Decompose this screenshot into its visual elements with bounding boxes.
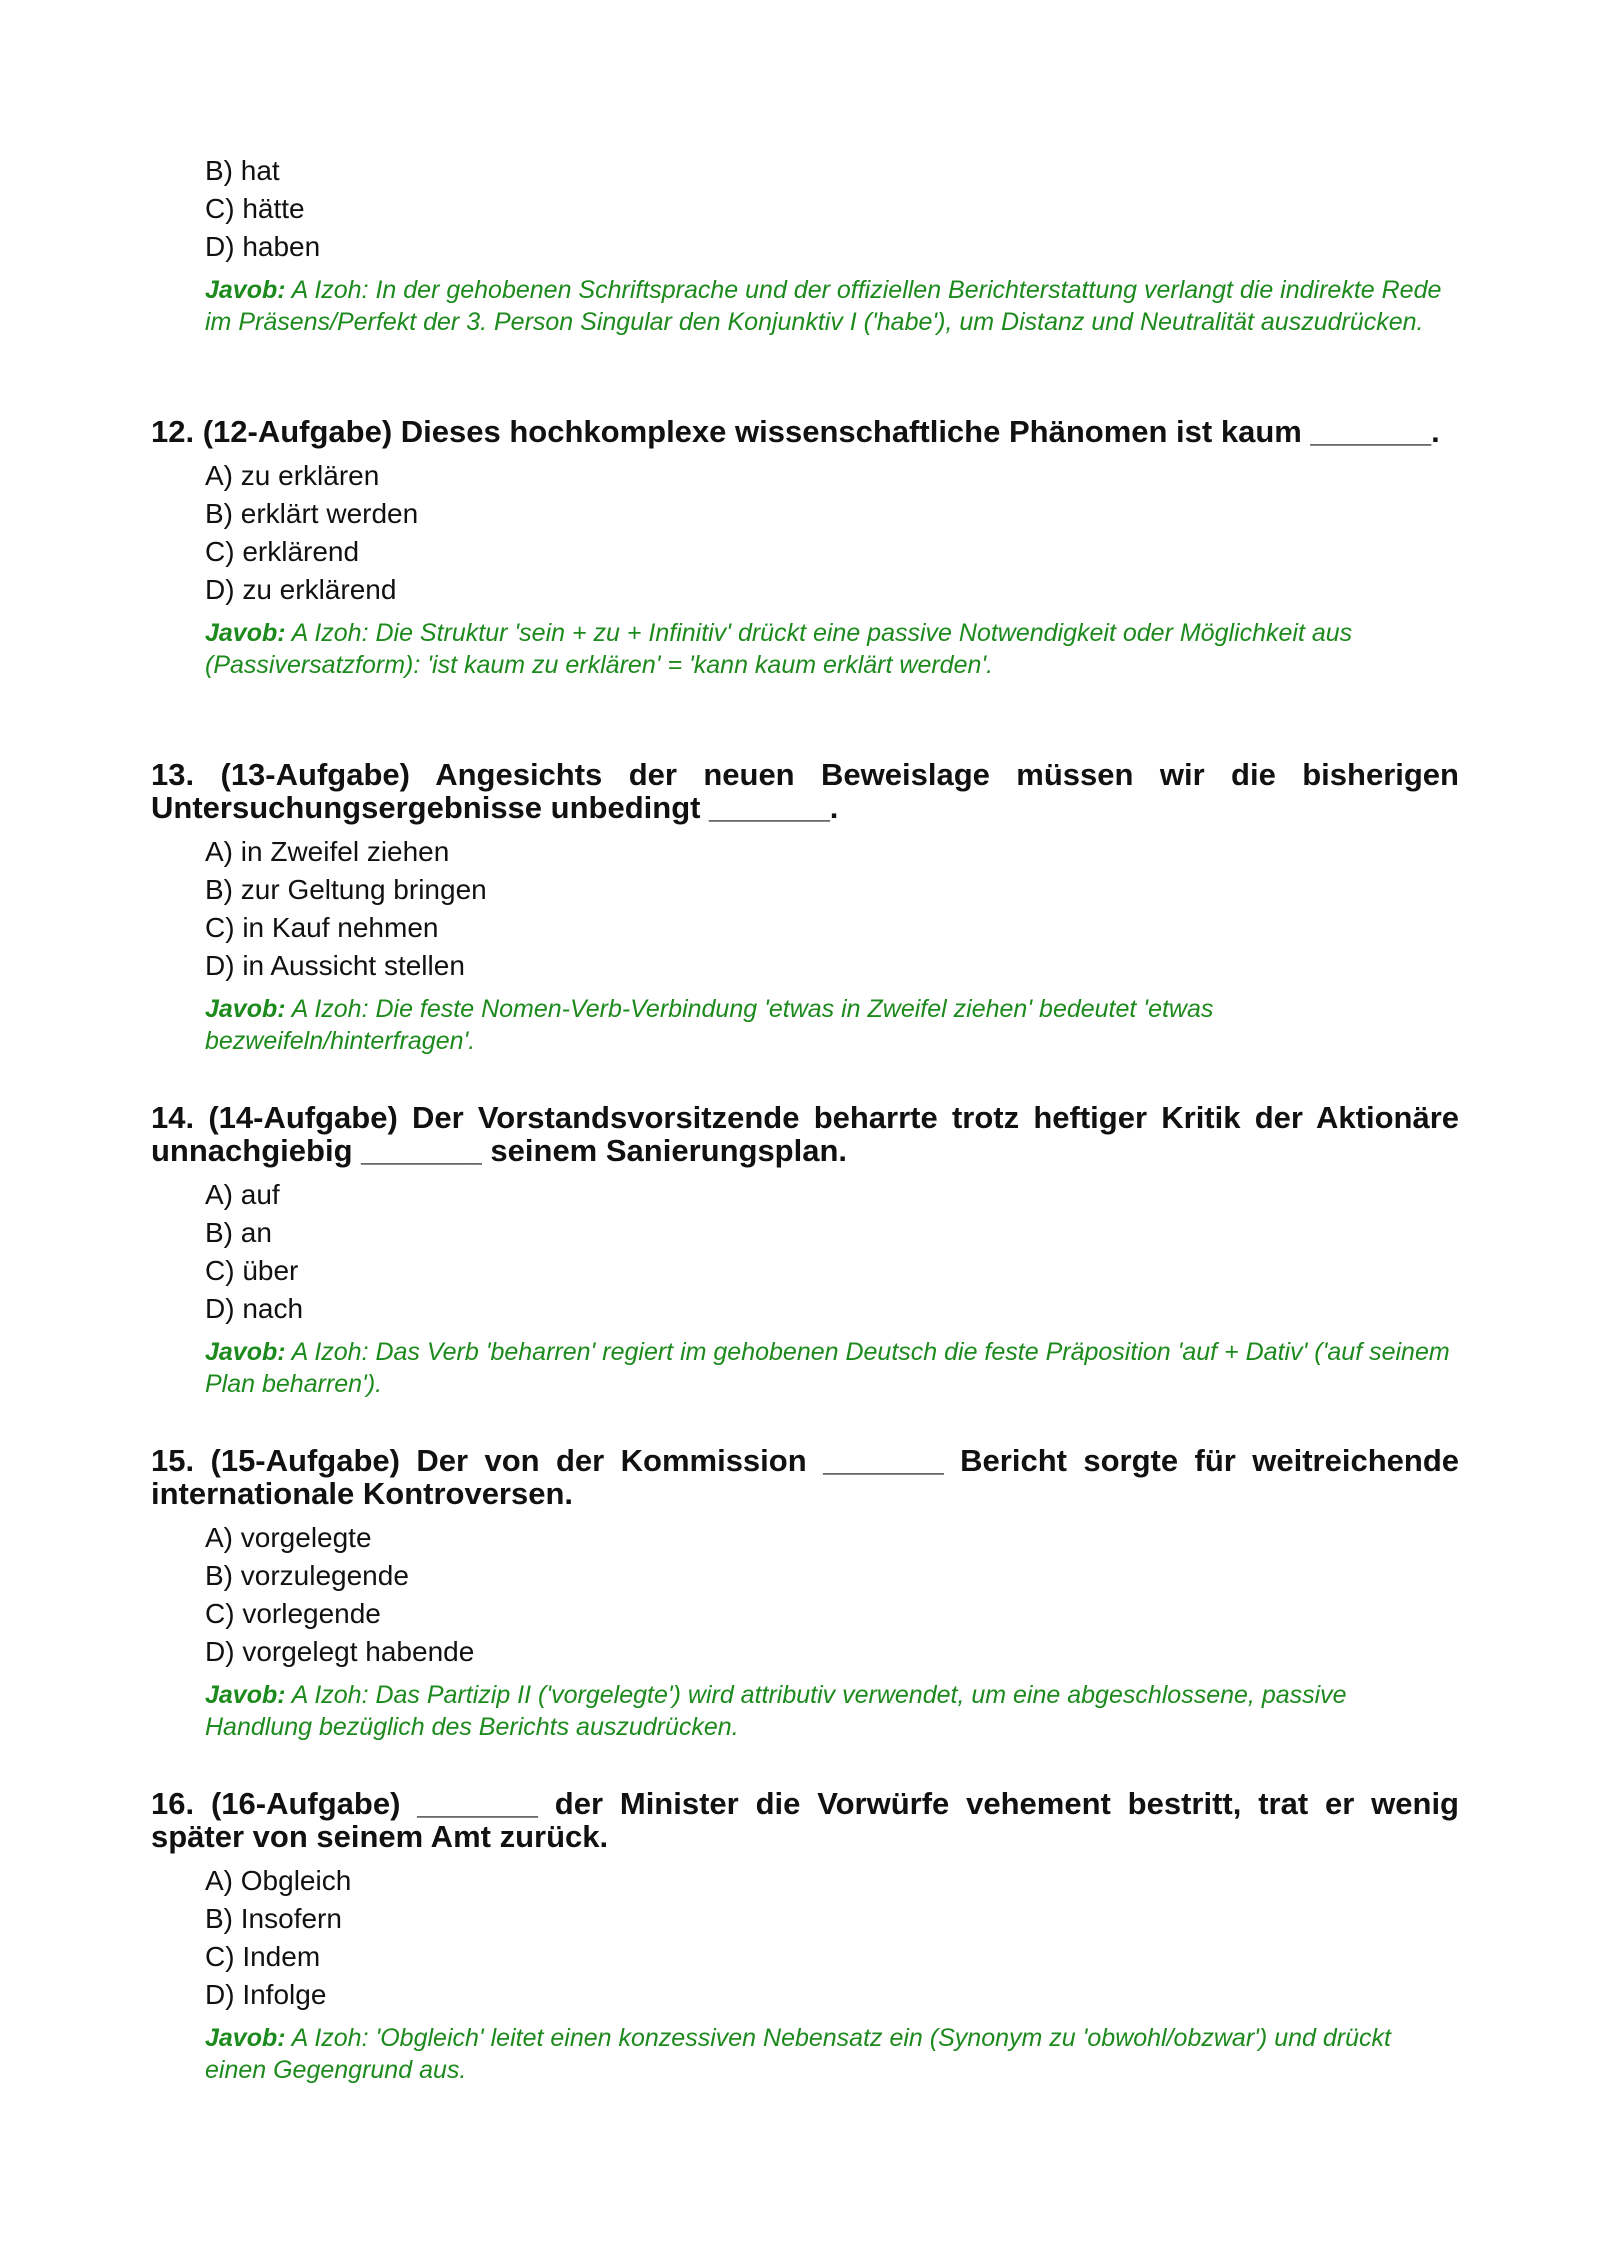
answer-explanation	[205, 274, 1459, 338]
option-b: B) erklärt werden	[205, 498, 419, 529]
answer-text: A Izoh: Die feste Nomen-Verb-Verbindung 'etwas in Zweifel ziehen' bedeutet 'etwas bezweifeln/hinterfragen'.	[205, 995, 1214, 1055]
option-c: C) hätte	[205, 193, 305, 224]
question-12	[151, 415, 1459, 681]
option-b: B) hat	[205, 155, 280, 186]
answer-label: Javob:	[205, 1338, 286, 1366]
answer-label: Javob:	[205, 995, 286, 1023]
answer-explanation	[205, 1336, 1459, 1400]
option-d: D) vorgelegt habende	[205, 1636, 475, 1667]
option-list	[205, 1519, 1459, 1671]
answer-label: Javob:	[205, 276, 286, 304]
question-14	[151, 1101, 1459, 1400]
option-d: D) haben	[205, 231, 321, 262]
option-list	[205, 1862, 1459, 2014]
answer-label: Javob:	[205, 2024, 286, 2052]
question-13	[151, 758, 1459, 1057]
option-a: A) zu erklären	[205, 460, 380, 491]
question-15	[151, 1444, 1459, 1743]
option-c: C) vorlegende	[205, 1598, 381, 1629]
answer-label: Javob:	[205, 619, 286, 647]
answer-explanation	[205, 993, 1459, 1057]
answer-text: A Izoh: Das Partizip II ('vorgelegte') wird attributiv verwendet, um eine abgeschlossene, passive Handlung bezüglich des Berichts auszudrücken.	[205, 1681, 1347, 1741]
option-d: D) nach	[205, 1293, 304, 1324]
option-b: B) Insofern	[205, 1903, 342, 1934]
option-a: A) Obgleich	[205, 1865, 352, 1896]
answer-explanation	[205, 1679, 1459, 1743]
answer-text: A Izoh: In der gehobenen Schriftsprache und der offiziellen Berichterstattung verlangt die indirekte Rede im Präsens/Perfekt der 3. Person Singular den Konjunktiv I ('habe'), um Distanz und Neutralität auszudrücken.	[205, 276, 1442, 336]
option-c: C) in Kauf nehmen	[205, 912, 439, 943]
option-d: D) in Aussicht stellen	[205, 950, 465, 981]
option-b: B) vorzulegende	[205, 1560, 409, 1591]
option-c: C) Indem	[205, 1941, 321, 1972]
option-d: D) Infolge	[205, 1979, 327, 2010]
answer-label: Javob:	[205, 1681, 286, 1709]
question-16	[151, 1787, 1459, 2086]
question-text: 12. (12-Aufgabe) Dieses hochkomplexe wissenschaftliche Phänomen ist kaum _______.	[151, 414, 1440, 449]
answer-text: A Izoh: Die Struktur 'sein + zu + Infinitiv' drückt eine passive Notwendigkeit oder Möglichkeit aus (Passiversatzform): 'ist kaum zu erklären' = 'kann kaum erklärt werden'.	[205, 619, 1353, 679]
option-d: D) zu erklärend	[205, 574, 397, 605]
question-text: 13. (13-Aufgabe) Angesichts der neuen Beweislage müssen wir die bisherigen Untersuchungsergebnisse unbedingt _______.	[151, 757, 1459, 825]
option-a: A) in Zweifel ziehen	[205, 836, 450, 867]
answer-explanation	[205, 2022, 1459, 2086]
answer-text: A Izoh: 'Obgleich' leitet einen konzessiven Nebensatz ein (Synonym zu 'obwohl/obzwar') und drückt einen Gegengrund aus.	[205, 2024, 1391, 2084]
question-11-continuation	[151, 152, 1459, 338]
option-a: A) auf	[205, 1179, 280, 1210]
option-list	[205, 1176, 1459, 1328]
question-text: 15. (15-Aufgabe) Der von der Kommission _______ Bericht sorgte für weitreichende internationale Kontroversen.	[151, 1443, 1459, 1511]
question-text: 14. (14-Aufgabe) Der Vorstandsvorsitzende beharrte trotz heftiger Kritik der Aktionäre unnachgiebig _______ seinem Sanierungsplan.	[151, 1100, 1459, 1168]
option-b: B) an	[205, 1217, 272, 1248]
option-b: B) zur Geltung bringen	[205, 874, 487, 905]
answer-explanation	[205, 617, 1459, 681]
option-list	[205, 152, 1459, 266]
option-list	[205, 457, 1459, 609]
option-c: C) über	[205, 1255, 299, 1286]
question-text: 16. (16-Aufgabe) _______ der Minister die Vorwürfe vehement bestritt, trat er wenig später von seinem Amt zurück.	[151, 1786, 1459, 1854]
answer-text: A Izoh: Das Verb 'beharren' regiert im gehobenen Deutsch die feste Präposition 'auf + Dativ' ('auf seinem Plan beharren').	[205, 1338, 1450, 1398]
option-c: C) erklärend	[205, 536, 360, 567]
option-a: A) vorgelegte	[205, 1522, 372, 1553]
option-list	[205, 833, 1459, 985]
